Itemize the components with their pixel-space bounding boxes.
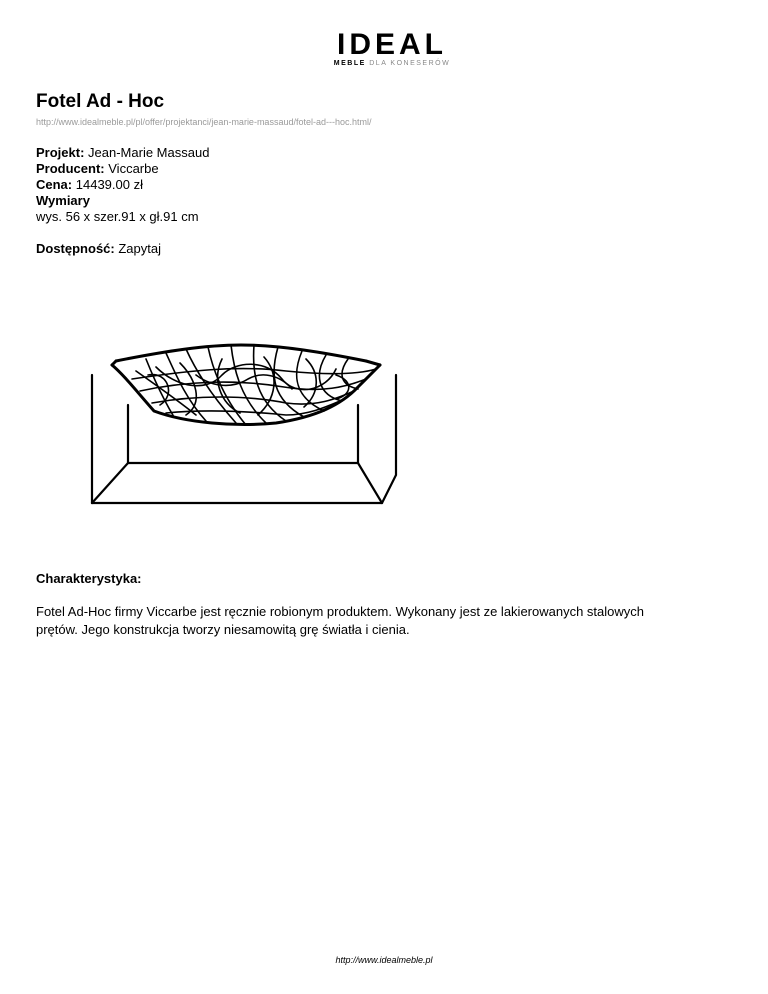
producer-row [36,161,209,177]
price-label: Cena: [36,177,73,192]
product-description: Fotel Ad-Hoc firmy Viccarbe jest ręcznie robionym produktem. Wykonany jest ze lakierowanych stalowych prętów. Jego konstrukcja tworzy niesamowitą grę światła i cienia. [36,604,644,637]
ideal-logo [308,30,476,70]
producer-label: Producent: [36,161,105,176]
characteristics-heading: Charakterystyka: [36,571,142,586]
designer-value: Jean-Marie Massaud [88,145,210,160]
footer-url[interactable]: http://www.idealmeble.pl [335,955,433,965]
price-value: 14439.00 zł [75,177,143,192]
dimensions-value: wys. 56 x szer.91 x gł.91 cm [36,209,199,224]
armchair-wire-frame-photo [36,275,446,555]
page-title: Fotel Ad - Hoc [36,91,165,112]
logo-wordmark: IDEAL [337,30,447,61]
producer-value: Viccarbe [108,161,159,176]
logo-tagline-main: MEBLE [333,60,366,67]
logo-tagline [334,58,450,67]
dimensions-row [36,193,209,209]
availability-row [36,241,161,257]
dimensions-label: Wymiary [36,193,90,208]
designer-row [36,145,209,161]
product-url-link[interactable]: http://www.idealmeble.pl/pl/offer/projektanci/jean-marie-massaud/fotel-ad---hoc.html/ [36,117,372,127]
availability-label: Dostępność: [36,241,115,256]
availability-value: Zapytaj [118,241,161,256]
product-specs [36,145,209,225]
price-row [36,177,209,193]
logo-tagline-rest: DLA KONESERÓW [365,60,451,67]
designer-label: Projekt: [36,145,85,160]
